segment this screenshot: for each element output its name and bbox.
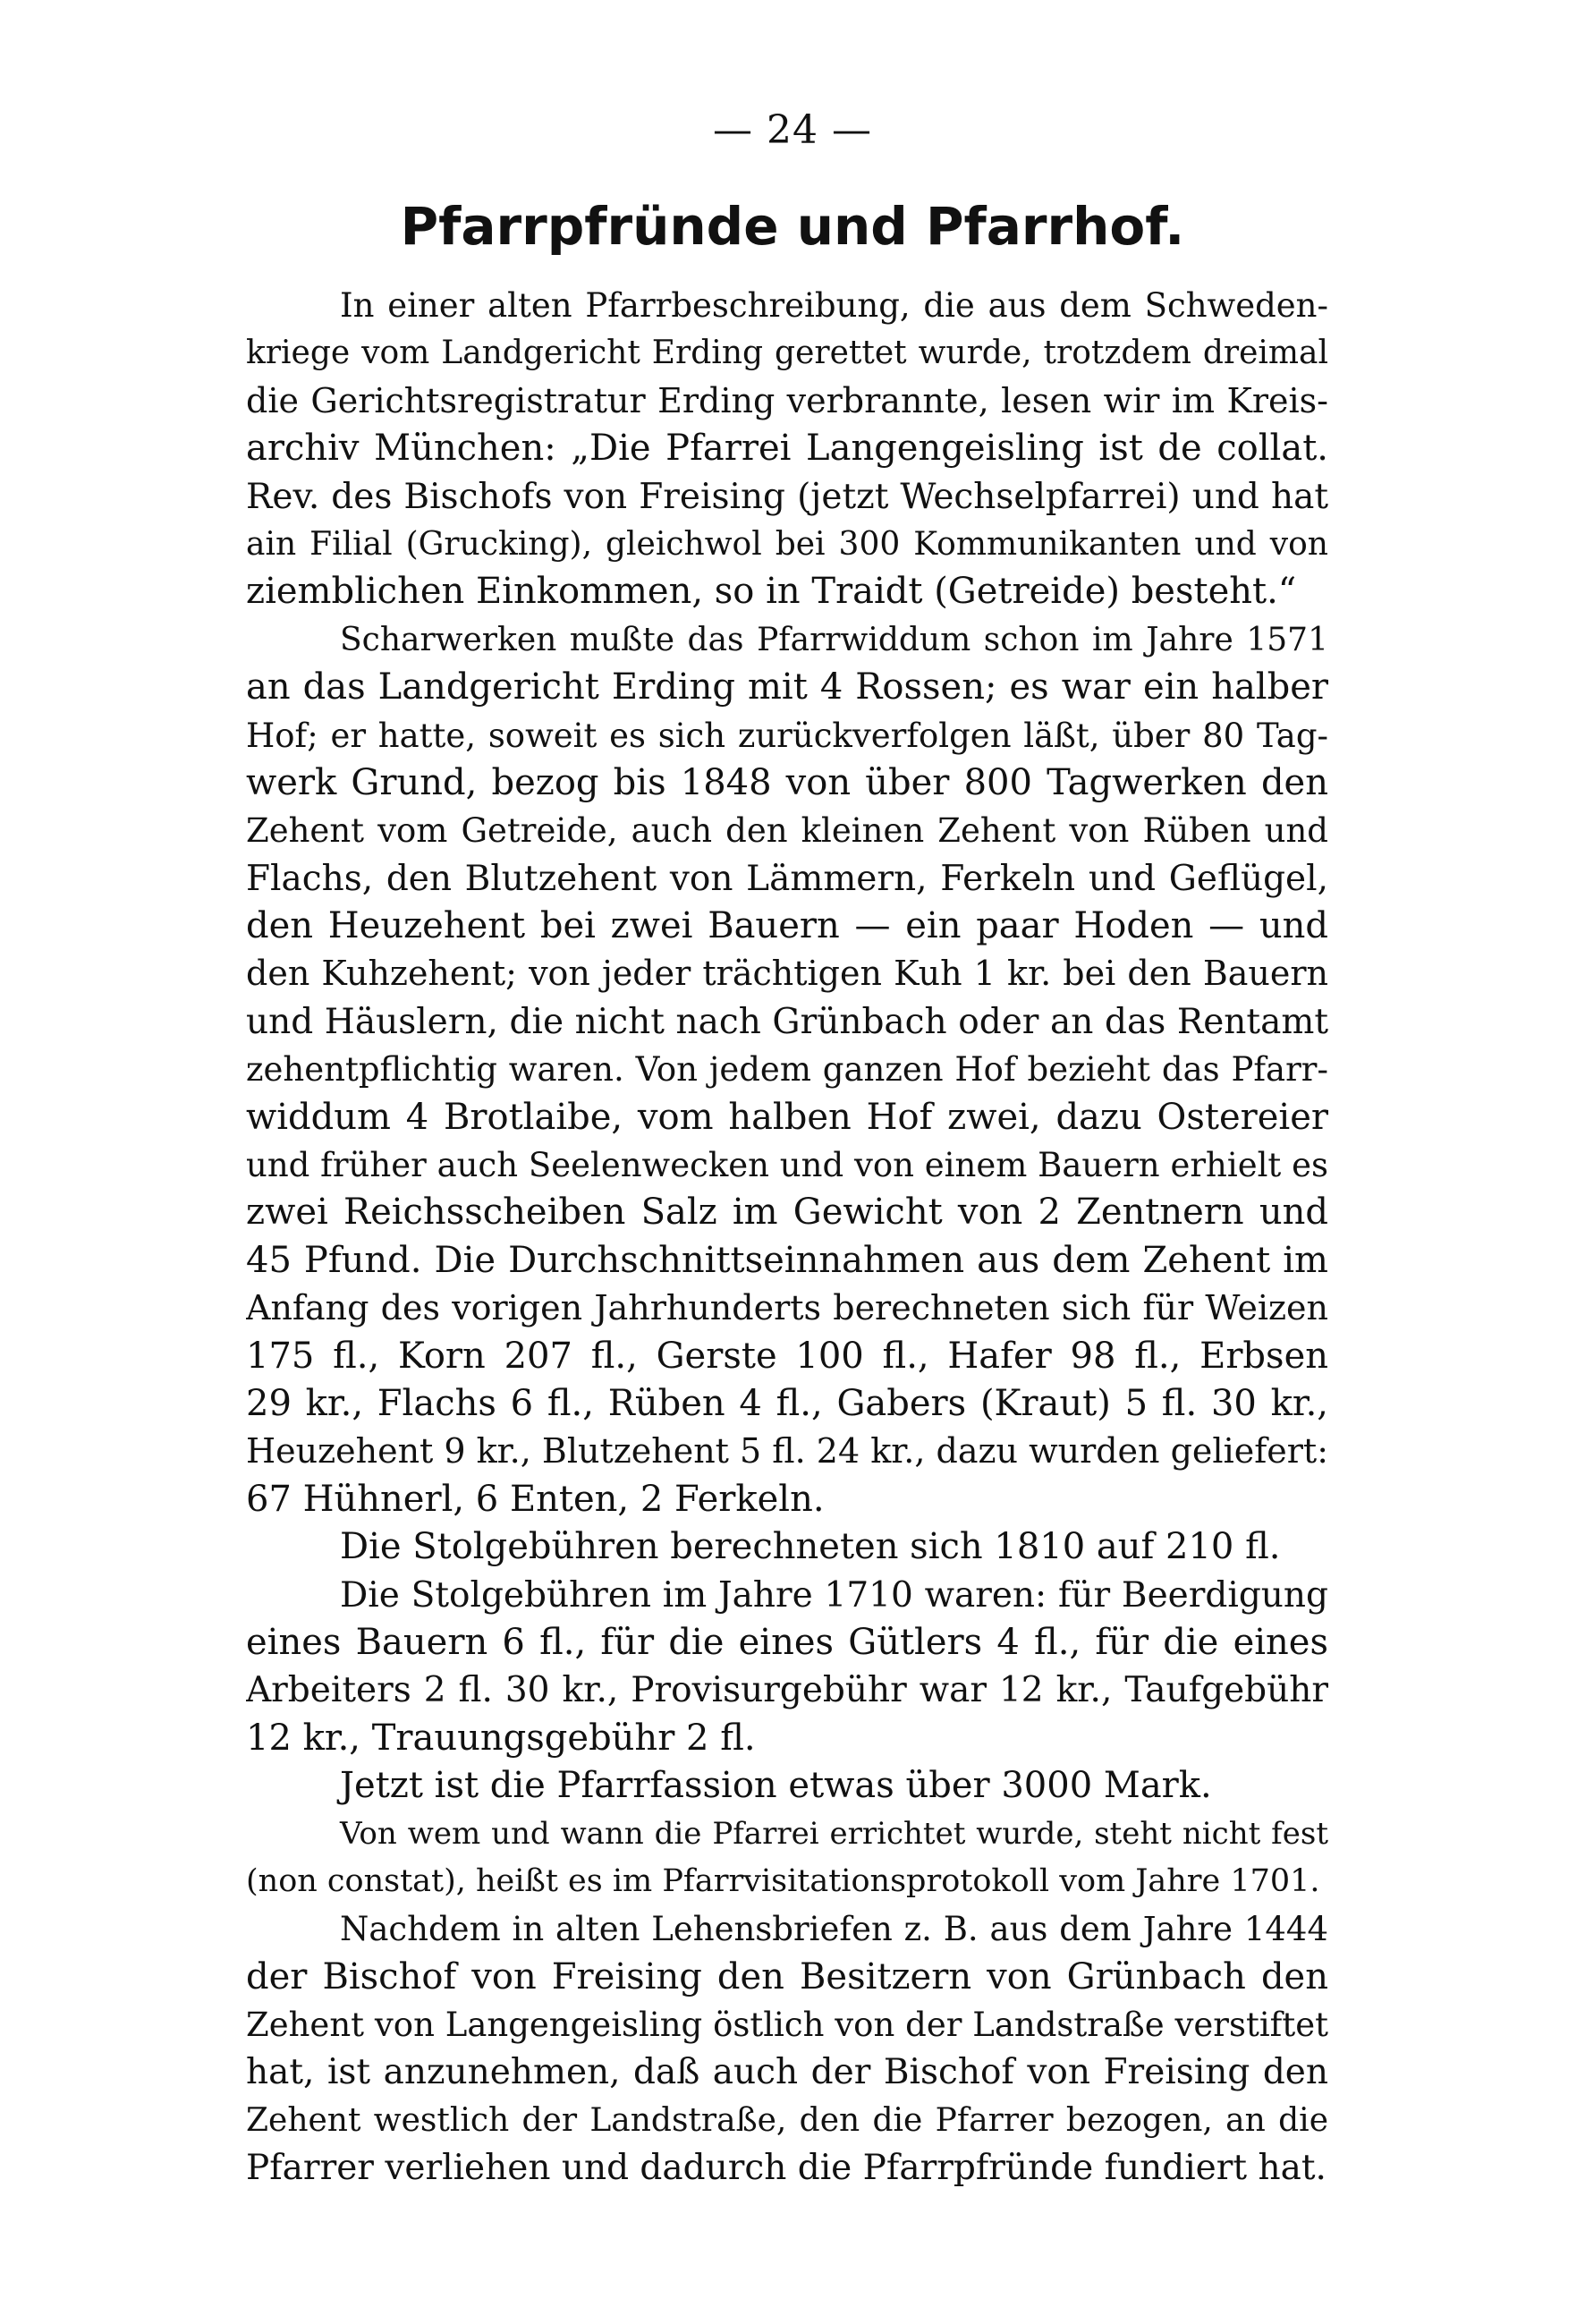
text-line: 175 fl., Korn 207 fl., Gerste 100 fl., Hafer 98 fl., Erbsen <box>246 1335 1328 1377</box>
text-line: Heuzehent 9 kr., Blutzehent 5 fl. 24 kr., dazu wurden geliefert: <box>246 1431 1328 1472</box>
text-line: Nachdem in alten Lehensbriefen z. B. aus dem Jahre 1444 <box>340 1910 1328 1949</box>
text-line: zwei Reichsscheiben Salz im Gewicht von 2 Zentnern und <box>246 1192 1328 1234</box>
text-line: eines Bauern 6 fl., für die eines Gütlers 4 fl., für die eines <box>246 1621 1328 1663</box>
text-line: der Bischof von Freising den Besitzern von Grünbach den <box>246 1955 1328 1997</box>
text-line: 67 Hühnerl, 6 Enten, 2 Ferkeln. <box>246 1478 825 1520</box>
text-line: werk Grund, bezog bis 1848 von über 800 Tagwerken den <box>246 761 1328 803</box>
text-line: (non constat), heißt es im Pfarrvisitationsprotokoll vom Jahre 1701. <box>246 1862 1320 1899</box>
text-line: Von wem und wann die Pfarrei errichtet wurde, steht nicht fest <box>340 1815 1328 1852</box>
page-number: — 24 — <box>713 107 872 153</box>
text-line: 29 kr., Flachs 6 fl., Rüben 4 fl., Gabers (Kraut) 5 fl. 30 kr., <box>246 1382 1328 1424</box>
section-heading: Pfarrpfründe und Pfarrhof. <box>400 196 1185 257</box>
text-line: hat, ist anzunehmen, daß auch der Bischof von Freising den <box>246 2052 1328 2093</box>
text-line: Arbeiters 2 fl. 30 kr., Provisurgebühr war 12 kr., Taufgebühr <box>246 1670 1328 1711</box>
text-line: zehentpflichtig waren. Von jedem ganzen Hof bezieht das Pfarr- <box>246 1050 1328 1090</box>
text-line: Hof; er hatte, soweit es sich zurückverfolgen läßt, über 80 Tag- <box>246 716 1328 755</box>
paragraph <box>246 616 1328 1523</box>
text-line: archiv München: „Die Pfarrei Langengeisling ist de collat. <box>246 428 1328 470</box>
text-line: Zehent vom Getreide, auch den kleinen Zehent von Rüben und <box>246 811 1328 851</box>
text-line: und Häuslern, die nicht nach Grünbach oder an das Rentamt <box>246 1001 1328 1042</box>
text-line: ziemblichen Einkommen, so in Traidt (Getreide) besteht.“ <box>246 571 1297 613</box>
text-line: an das Landgericht Erding mit 4 Rossen; es war ein halber <box>246 666 1328 708</box>
paragraph <box>246 282 1328 616</box>
text-line: und früher auch Seelenwecken und von einem Bauern erhielt es <box>246 1146 1328 1185</box>
text-line: kriege vom Landgericht Erding gerettet wurde, trotzdem dreimal <box>246 335 1328 372</box>
text-line: Scharwerken mußte das Pfarrwiddum schon im Jahre 1571 <box>340 621 1328 658</box>
paragraph <box>246 1811 1328 1906</box>
text-line: die Gerichtsregistratur Erding verbrannte, lesen wir im Kreis- <box>246 380 1328 420</box>
text-line: Zehent von Langengeisling östlich von der Landstraße verstiftet <box>246 2006 1328 2045</box>
text-line: 12 kr., Trauungsgebühr 2 fl. <box>246 1717 756 1759</box>
text-line: Anfang des vorigen Jahrhunderts berechneten sich für Weizen <box>246 1288 1328 1328</box>
paragraph <box>246 1523 1328 1571</box>
text-line: Flachs, den Blutzehent von Lämmern, Ferkeln und Geflügel, <box>246 858 1328 899</box>
paragraph <box>246 1572 1328 1763</box>
text-line: den Heuzehent bei zwei Bauern — ein paar Hoden — und <box>246 905 1328 947</box>
text-line: In einer alten Pfarrbeschreibung, die aus dem Schweden- <box>340 286 1328 325</box>
text-line: ain Filial (Grucking), gleichwol bei 300 Kommunikanten und von <box>246 525 1328 563</box>
text-line: 45 Pfund. Die Durchschnittseinnahmen aus dem Zehent im <box>246 1239 1328 1281</box>
text-line: Pfarrer verliehen und dadurch die Pfarrpfründe fundiert hat. <box>246 2148 1326 2189</box>
text-line: Die Stolgebühren im Jahre 1710 waren: für Beerdigung <box>340 1574 1328 1616</box>
text-line: den Kuhzehent; von jeder trächtigen Kuh 1 kr. bei den Bauern <box>246 954 1328 994</box>
text-line: Die Stolgebühren berechneten sich 1810 auf 210 fl. <box>340 1526 1281 1568</box>
text-line: Rev. des Bischofs von Freising (jetzt Wechselpfarrei) und hat <box>246 476 1328 517</box>
text-line: Zehent westlich der Landstraße, den die Pfarrer bezogen, an die <box>246 2101 1328 2139</box>
body-text <box>246 282 1328 2193</box>
text-line: widdum 4 Brotlaibe, vom halben Hof zwei, dazu Ostereier <box>246 1096 1328 1138</box>
text-line: Jetzt ist die Pfarrfassion etwas über 3000 Mark. <box>340 1765 1212 1807</box>
paragraph <box>246 1905 1328 2192</box>
paragraph <box>246 1762 1328 1810</box>
